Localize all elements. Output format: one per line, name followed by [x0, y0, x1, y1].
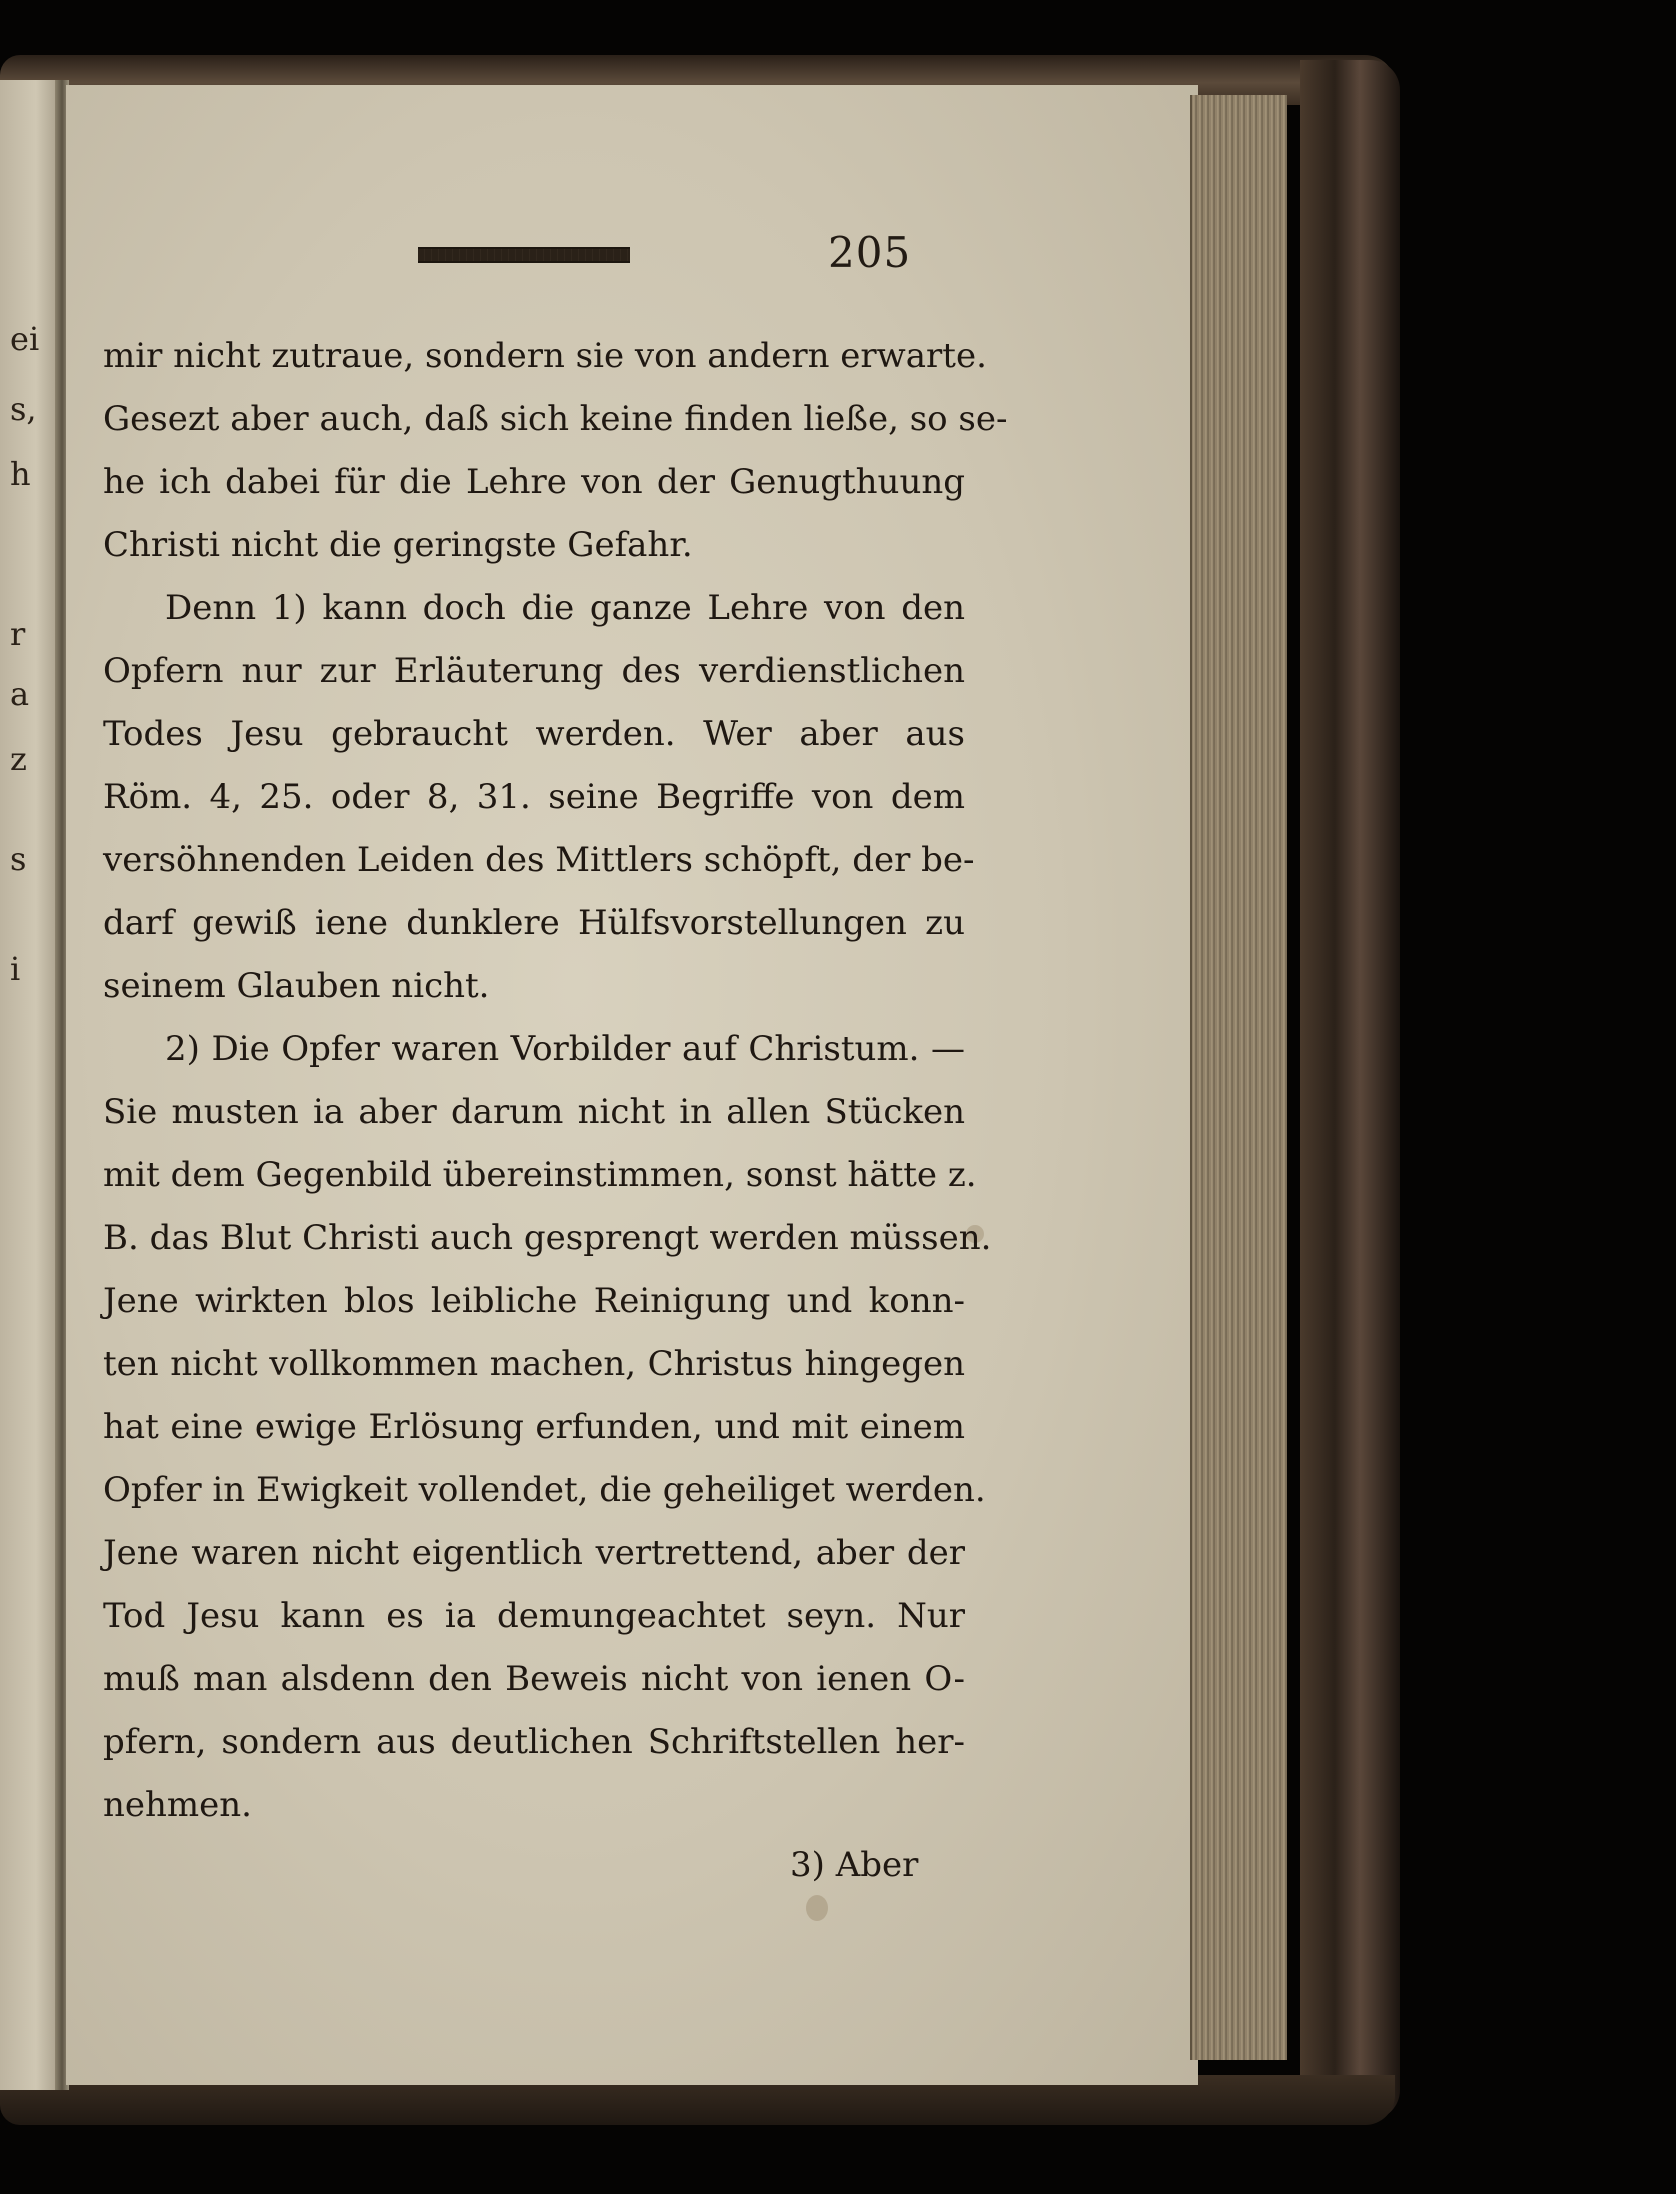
body-line: darf gewiß iene dunklere Hülfsvorstellungen zu — [103, 903, 965, 943]
facing-page-fragment: z — [10, 740, 27, 778]
header-ornament-rule — [418, 247, 630, 263]
book-cover-right — [1300, 60, 1400, 2120]
body-line: Opfern nur zur Erläuterung des verdienstlichen — [103, 651, 965, 691]
body-line: nehmen. — [103, 1785, 252, 1825]
body-line: pfern, sondern aus deutlichen Schriftstellen her- — [103, 1722, 965, 1762]
body-line: Opfer in Ewigkeit vollendet, die geheiliget werden. — [103, 1470, 986, 1510]
facing-page-fragment: i — [10, 950, 21, 988]
body-line: mir nicht zutraue, sondern sie von andern erwarte. — [103, 336, 987, 376]
body-line: Jene waren nicht eigentlich vertrettend, aber der — [103, 1533, 965, 1573]
page-number: 205 — [828, 228, 912, 277]
body-line: Gesezt aber auch, daß sich keine finden ließe, so se- — [103, 399, 1008, 439]
facing-page-fragment: a — [10, 675, 30, 713]
body-line: hat eine ewige Erlösung erfunden, und mit einem — [103, 1407, 965, 1447]
facing-page-fragment: ei — [10, 320, 40, 358]
body-line: Denn 1) kann doch die ganze Lehre von den — [165, 588, 965, 628]
facing-page-edge — [0, 80, 60, 2090]
body-line: Todes Jesu gebraucht werden. Wer aber aus — [103, 714, 965, 754]
body-line: Jene wirkten blos leibliche Reinigung und konn- — [103, 1281, 965, 1321]
body-line: Röm. 4, 25. oder 8, 31. seine Begriffe von dem — [103, 777, 965, 817]
body-line: mit dem Gegenbild übereinstimmen, sonst hätte z. — [103, 1155, 977, 1195]
body-line: muß man alsdenn den Beweis nicht von ienen O- — [103, 1659, 965, 1699]
ink-stain — [806, 1895, 828, 1921]
body-line: versöhnenden Leiden des Mittlers schöpft, der be- — [103, 840, 975, 880]
facing-page-fragment: r — [10, 615, 26, 653]
page-block-edges — [1190, 95, 1287, 2060]
facing-page-fragment: h — [10, 455, 31, 493]
body-line: he ich dabei für die Lehre von der Genugthuung — [103, 462, 965, 502]
body-line: Tod Jesu kann es ia demungeachtet seyn. Nur — [103, 1596, 965, 1636]
body-line: 2) Die Opfer waren Vorbilder auf Christum. — — [165, 1029, 965, 1069]
catchword: 3) Aber — [790, 1845, 919, 1885]
body-line: Christi nicht die geringste Gefahr. — [103, 525, 693, 565]
body-line: ten nicht vollkommen machen, Christus hingegen — [103, 1344, 965, 1384]
body-line: Sie musten ia aber darum nicht in allen Stücken — [103, 1092, 965, 1132]
facing-page-fragment: s, — [10, 390, 37, 428]
body-line: B. das Blut Christi auch gesprengt werden müssen. — [103, 1218, 992, 1258]
body-line: seinem Glauben nicht. — [103, 966, 490, 1006]
facing-page-fragment: s — [10, 840, 27, 878]
